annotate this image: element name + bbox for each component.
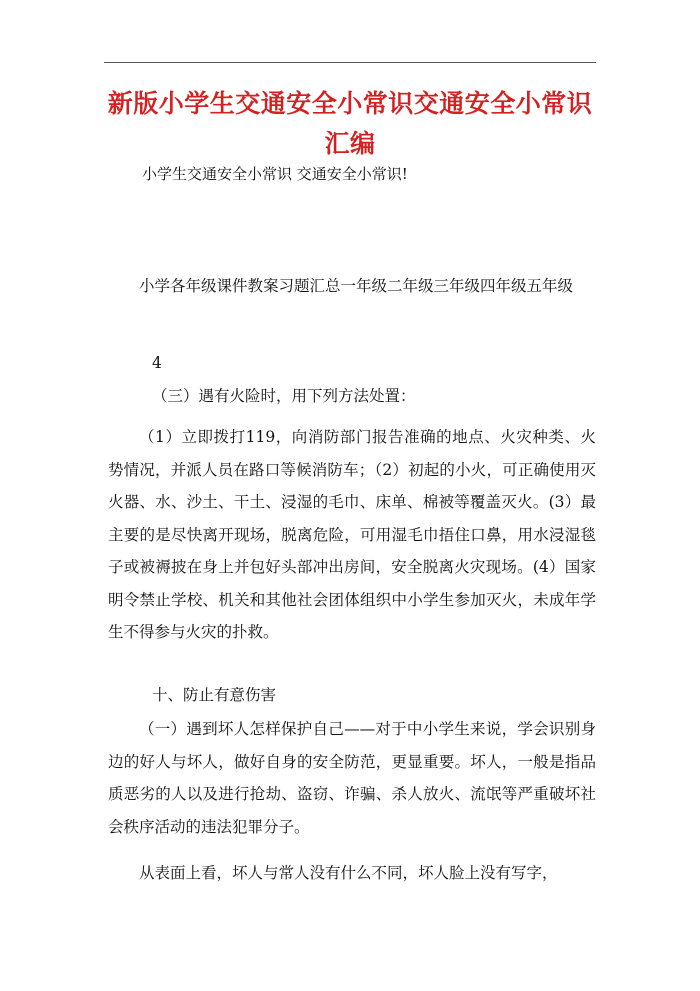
section-ten-heading: 十、防止有意伤害 (152, 686, 277, 704)
fire-heading: （三）遇有火险时，用下列方法处置： (152, 387, 416, 405)
bad-people-paragraph: （一）遇到坏人怎样保护自己——对于中小学生来说，学会识别身边的好人与坏人，做好自身的安全防范，更显重要。坏人，一般是指品质恶劣的人以及进行抢劫、盗窃、诈骗、杀人放火、流氓等严重破坏社会秩序活动的违法犯罪分子。 (108, 720, 596, 836)
appearance-paragraph: 从表面上看，坏人与常人没有什么不同，坏人脸上没有写字， (139, 864, 558, 882)
document-subtitle: 小学生交通安全小常识 交通安全小常识! (142, 165, 408, 183)
document-title: 新版小学生交通安全小常识交通安全小常识汇编 (107, 89, 593, 158)
grades-paragraph: 小学各年级课件教案习题汇总一年级二年级三年级四年级五年级 (139, 277, 574, 295)
number-line: 4 (152, 354, 162, 372)
fire-instructions-paragraph: （1）立即拨打119，向消防部门报告准确的地点、火灾种类、火势情况，并派人员在路口等候消防车；（2）初起的小火，可正确使用灭火器、水、沙土、干土、浸湿的毛巾、床单、棉被等覆盖灭火。(3）最主要的是尽快离开现场，脱离危险，可用湿毛巾捂住口鼻，用水浸湿毯子或被褥披在身上并包好头部冲出房间，安全脱离火灾现场。(4）国家明令禁止学校、机关和其他社会团体组织中小学生参加灭火，未成年学生不得参与火灾的扑救。 (108, 428, 596, 641)
header-rule (104, 62, 596, 63)
